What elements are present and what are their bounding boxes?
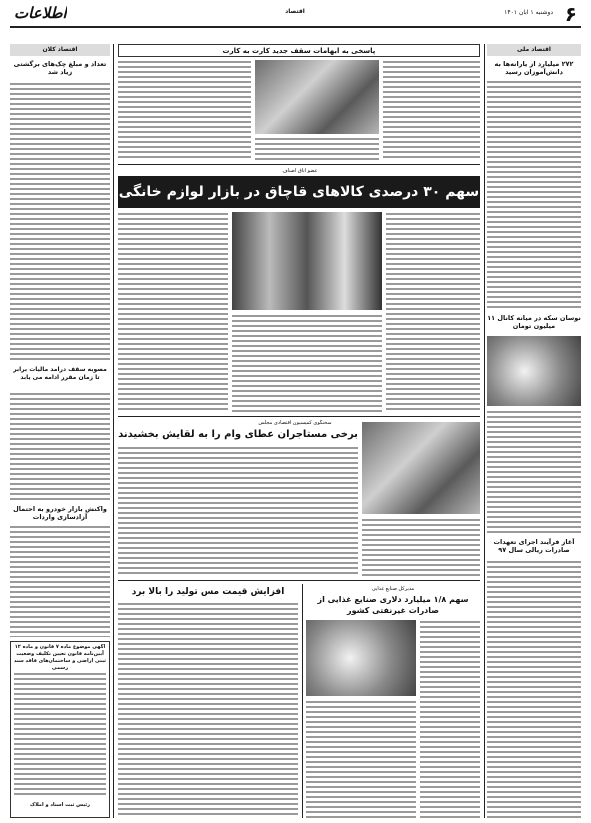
date-line: دوشنبه ۱ آبان ۱۴۰۱ xyxy=(504,9,553,16)
food-kicker: مدیرکل صنایع غذایی xyxy=(371,586,415,592)
legal-notice-title: آگهی موضوع ماده ۷ قانون و ماده ۱۲ آیین‌نامه قانون تعیین تکلیف وضعیت ثبتی اراضی و ساختمان‌های فاقد سند رسمی xyxy=(13,644,107,671)
column-divider xyxy=(113,44,114,818)
header-rule xyxy=(10,26,581,28)
right-article-body xyxy=(487,80,581,310)
cheque-headline: تعداد و مبلغ چک‌های برگشتی زیاد شد xyxy=(13,60,107,76)
left-column-label: اقتصاد کلان xyxy=(10,44,110,56)
main-article-col2 xyxy=(232,314,382,412)
newspaper-logo: اطلاعات xyxy=(14,4,67,22)
column-divider xyxy=(484,44,485,818)
legal-notice-box xyxy=(10,641,110,818)
section-rule xyxy=(118,580,480,581)
card-article-col1 xyxy=(383,60,480,160)
export-headline: آغاز فرآیند اجرای تعهدات صادرات ریالی سال ۹۷ xyxy=(493,538,575,554)
card-article-col3 xyxy=(118,60,251,160)
coin-article-body xyxy=(487,410,581,535)
cheque-article-body xyxy=(10,82,110,362)
column-divider xyxy=(302,584,303,818)
right-headline: ۲۷۲ میلیارد از یارانه‌ها به دانش‌آموزان رسید xyxy=(494,60,574,76)
car-market-headline: واکنش بازار خودرو به احتمال آزادسازی واردات xyxy=(13,505,107,521)
loan-article-col2 xyxy=(362,518,480,576)
export-article-body xyxy=(487,560,581,818)
copper-article-body xyxy=(118,602,298,818)
loan-kicker: سخنگوی کمیسیون اقتصادی مجلس xyxy=(258,420,332,426)
page-number: ۶ xyxy=(564,2,577,26)
food-article-col1 xyxy=(420,620,480,818)
loan-article-body xyxy=(118,446,358,576)
card-article-col2 xyxy=(255,137,379,160)
tax-article-body xyxy=(10,392,110,502)
main-article-col3 xyxy=(118,212,228,412)
coin-headline: نوسان سکه در میانه کانال ۱۱ میلیون تومان xyxy=(487,314,581,330)
section-rule xyxy=(118,164,480,165)
atm-photo xyxy=(255,60,379,134)
main-kicker: عضو اتاق اصناف xyxy=(282,168,318,174)
main-article-col1 xyxy=(386,212,480,412)
coins-photo xyxy=(487,336,581,406)
legal-notice-body xyxy=(14,672,106,797)
section-rule xyxy=(118,416,480,417)
legal-notice-footer: رئیس ثبت اسناد و املاک xyxy=(30,802,90,808)
food-article-col2 xyxy=(306,700,416,818)
main-headline: سهم ۳۰ درصدی کالاهای قاچاق در بازار لوازم خانگی xyxy=(118,176,480,208)
currency-photo xyxy=(362,422,480,514)
card-transfer-headline: پاسخی به ابهامات سقف جدید کارت به کارت xyxy=(118,44,480,57)
tax-headline: مصوبه سقف درآمد مالیات برابر تا زمان مقرر ادامه می یابد xyxy=(13,366,107,381)
right-column-label: اقتصاد ملی xyxy=(487,44,581,56)
appliances-photo xyxy=(232,212,382,310)
copper-headline: افزایش قیمت مس تولید را بالا برد xyxy=(131,587,285,597)
food-headline: سهم ۱/۸ میلیارد دلاری صنایع غذایی از صادرات غیرنفتی کشور xyxy=(317,595,469,615)
food-photo xyxy=(306,620,416,696)
section-name: اقتصاد xyxy=(285,8,305,15)
loan-headline: برخی مستاجران عطای وام را به لقایش بخشیدند xyxy=(118,429,358,440)
car-market-article-body xyxy=(10,525,110,637)
